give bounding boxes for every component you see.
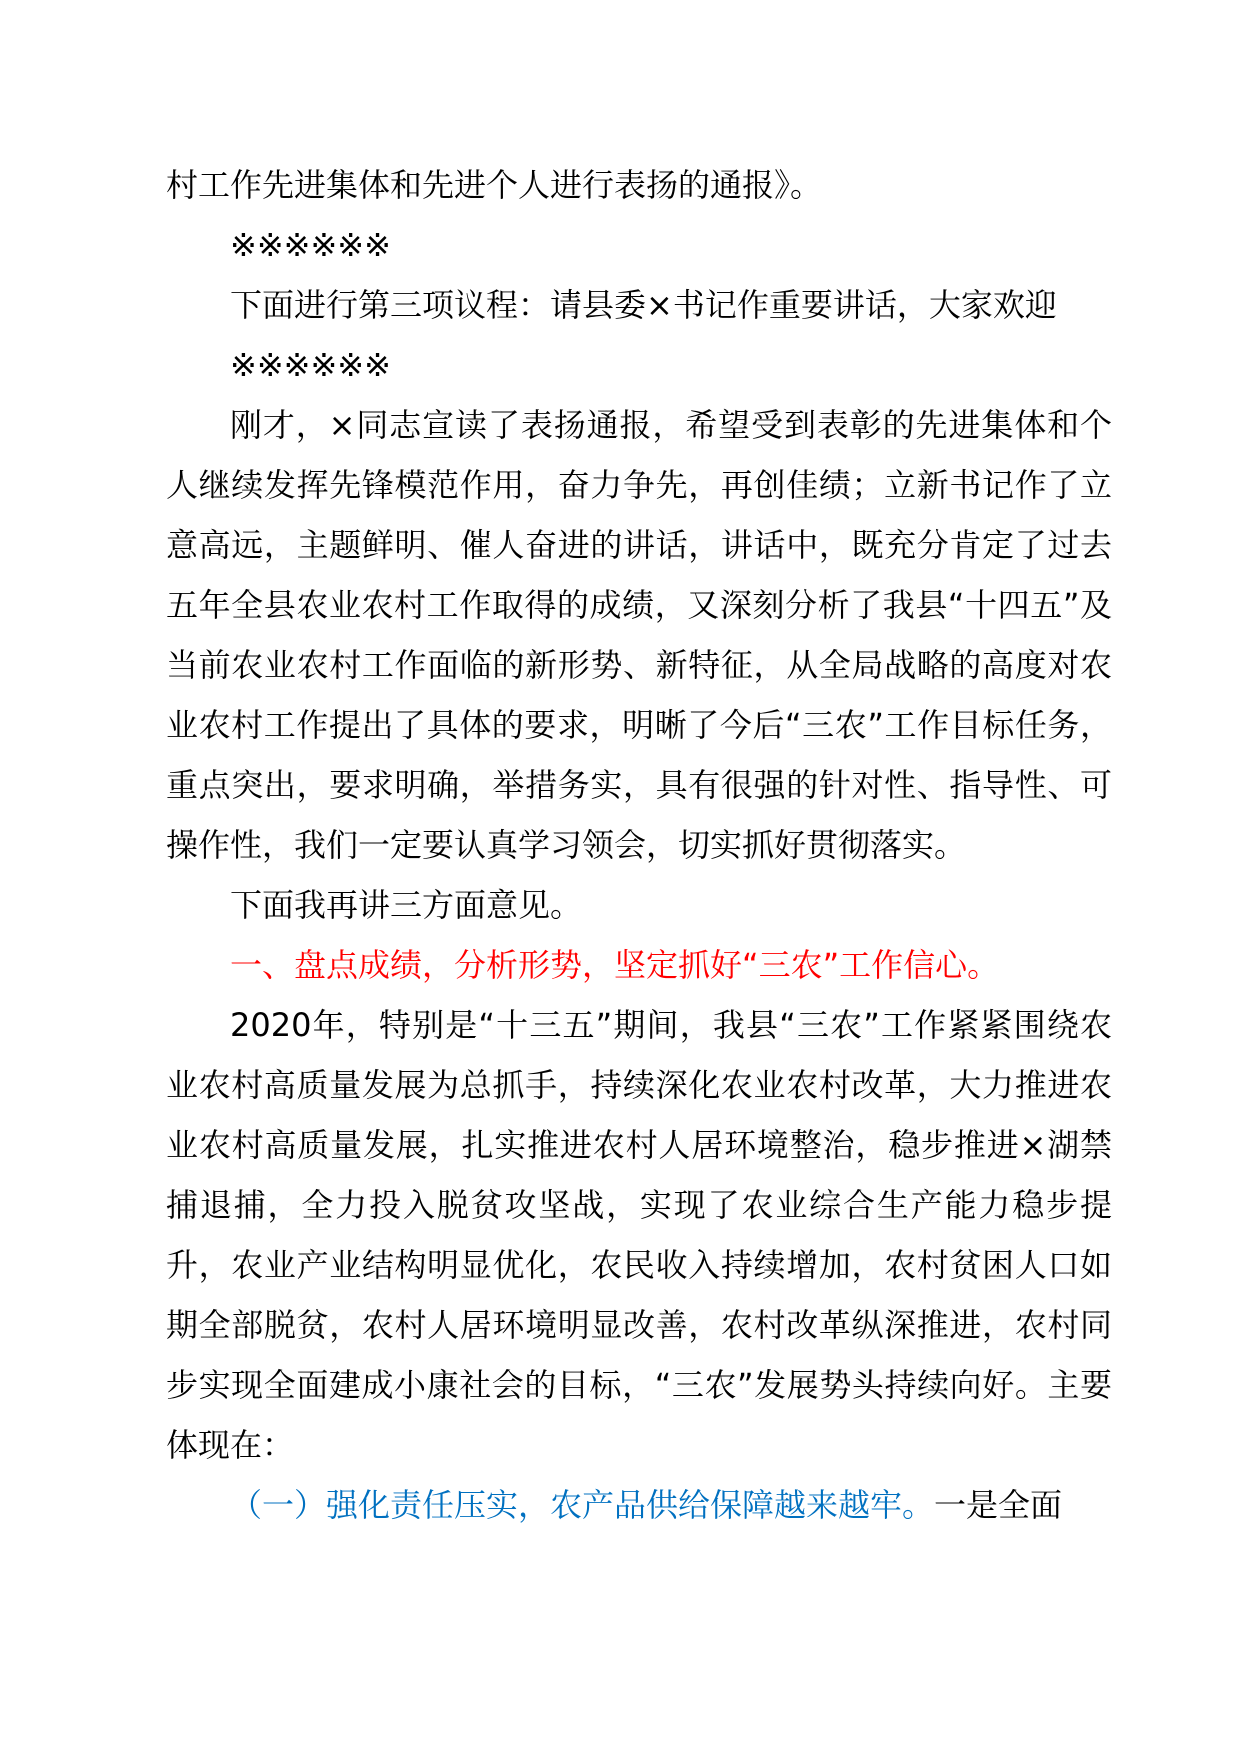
paragraph-separator: ※※※※※※ [230,346,391,384]
paragraph-achievements: 2020年，特别是“十三五”期间，我县“三农”工作紧紧围绕农业农村高质量发展为总抓手，持续深化农业农村改革，大力推进农业农村高质量发展，扎实推进农村人居环境整治，稳步推进×湖禁捕退捕，全力投入脱贫攻坚战，实现了农业综合生产能力稳步提升，农业产业结构明显优化，农民收入持续增加，农村贫困人口如期全部脱贫，农村人居环境明显改善，农村改革纵深推进，农村同步实现全面建成小康社会的目标，“三农”发展势头持续向好。主要体现在： [166,1006,1112,1464]
paragraph-separator: ※※※※※※ [230,226,391,264]
paragraph-intro: 下面我再讲三方面意见。 [230,886,583,924]
paragraph-subsection [166,1475,1112,1535]
paragraph-summary: 刚才，×同志宣读了表扬通报，希望受到表彰的先进集体和个人继续发挥先锋模范作用，奋力争先，再创佳绩；立新书记作了立意高远，主题鲜明、催人奋进的讲话，讲话中，既充分肯定了过去五年全县农业农村工作取得的成绩，又深刻分析了我县“十四五”及当前农业农村工作面临的新形势、新特征，从全局战略的高度对农业农村工作提出了具体的要求，明晰了今后“三农”工作目标任务，重点突出，要求明确，举措务实，具有很强的针对性、指导性、可操作性，我们一定要认真学习领会，切实抓好贯彻落实。 [166,406,1112,864]
subsection-body: 一是全面 [934,1486,1063,1524]
paragraph-agenda: 下面进行第三项议程：请县委×书记作重要讲话，大家欢迎 [230,286,1057,324]
paragraph-continuation: 村工作先进集体和先进个人进行表扬的通报》。 [166,166,823,204]
subsection-heading: （一）强化责任压实，农产品供给保障越来越牢。 [230,1486,935,1524]
section-heading: 一、盘点成绩，分析形势，坚定抓好“三农”工作信心。 [230,946,1000,984]
document-body [166,155,1112,1535]
